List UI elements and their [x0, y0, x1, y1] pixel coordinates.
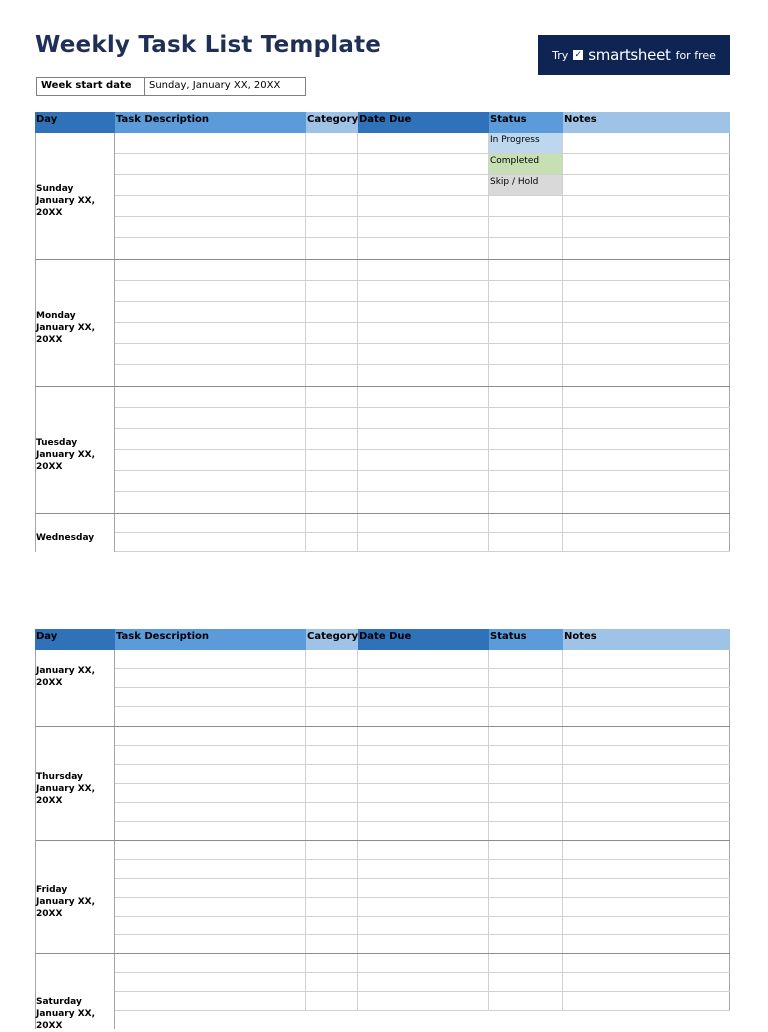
- notes-cell[interactable]: [563, 727, 730, 745]
- table-row: [115, 450, 730, 471]
- table-row: [115, 175, 730, 196]
- task-cell[interactable]: [115, 492, 306, 513]
- table-row: [115, 533, 730, 552]
- task-cell[interactable]: [115, 429, 306, 449]
- date-due-cell[interactable]: [358, 302, 489, 322]
- category-cell[interactable]: [306, 133, 358, 153]
- table-header: [35, 629, 730, 650]
- table-row: [115, 917, 730, 935]
- task-cell[interactable]: [115, 803, 306, 821]
- date-due-cell[interactable]: [358, 898, 489, 916]
- table-row: [115, 765, 730, 784]
- task-cell[interactable]: [115, 898, 306, 916]
- day-cell: [36, 514, 115, 552]
- header-task-description: Task Description: [115, 112, 306, 133]
- table-row: [115, 669, 730, 688]
- status-cell[interactable]: [489, 879, 563, 897]
- notes-cell[interactable]: [563, 803, 730, 821]
- table-row: [115, 992, 730, 1011]
- category-cell[interactable]: [306, 387, 358, 407]
- status-cell[interactable]: [489, 898, 563, 916]
- notes-cell[interactable]: [563, 746, 730, 764]
- task-cell[interactable]: [115, 669, 306, 687]
- header-day: Day: [35, 629, 115, 650]
- week-start-label: Week start date: [37, 78, 145, 95]
- table-row: [115, 408, 730, 429]
- status-cell[interactable]: In Progress: [489, 133, 563, 153]
- date-due-cell[interactable]: [358, 860, 489, 878]
- date-due-cell[interactable]: [358, 954, 489, 972]
- date-due-cell[interactable]: [358, 669, 489, 687]
- status-cell[interactable]: [489, 954, 563, 972]
- notes-cell[interactable]: [563, 954, 730, 972]
- category-cell[interactable]: [306, 196, 358, 216]
- task-cell[interactable]: [115, 973, 306, 991]
- status-cell[interactable]: Completed: [489, 154, 563, 174]
- category-cell[interactable]: [306, 344, 358, 364]
- category-cell[interactable]: [306, 408, 358, 428]
- task-cell[interactable]: [115, 196, 306, 216]
- table-row: [115, 365, 730, 386]
- task-cell[interactable]: [115, 650, 306, 668]
- category-cell[interactable]: [306, 429, 358, 449]
- notes-cell[interactable]: [563, 688, 730, 706]
- task-cell[interactable]: [115, 841, 306, 859]
- status-cell[interactable]: [489, 746, 563, 764]
- notes-cell[interactable]: [563, 992, 730, 1010]
- status-cell[interactable]: [489, 992, 563, 1010]
- day-block-thursday: [35, 727, 730, 841]
- day-name: Thursday: [36, 771, 83, 782]
- task-cell[interactable]: [115, 154, 306, 174]
- header-date-due: Date Due: [358, 629, 489, 650]
- date-due-cell[interactable]: [358, 784, 489, 802]
- day-cell: [36, 133, 115, 259]
- category-cell[interactable]: [306, 323, 358, 343]
- day-name: Wednesday: [36, 533, 95, 543]
- day-cell: [36, 260, 115, 386]
- day-block-friday: [35, 841, 730, 954]
- header-notes: Notes: [563, 112, 730, 133]
- table-row: [115, 803, 730, 822]
- header-day: Day: [35, 112, 115, 133]
- date-due-cell[interactable]: [358, 992, 489, 1010]
- status-cell[interactable]: [489, 533, 563, 551]
- table-row: [115, 344, 730, 365]
- notes-cell[interactable]: [563, 879, 730, 897]
- notes-cell[interactable]: [563, 196, 730, 216]
- status-cell[interactable]: [489, 822, 563, 840]
- table-row: [115, 688, 730, 707]
- task-cell[interactable]: [115, 784, 306, 802]
- status-cell[interactable]: [489, 841, 563, 859]
- status-cell[interactable]: [489, 492, 563, 513]
- task-cell[interactable]: [115, 935, 306, 953]
- date-due-cell[interactable]: [358, 196, 489, 216]
- date-due-cell[interactable]: [358, 492, 489, 513]
- task-cell[interactable]: [115, 879, 306, 897]
- task-cell[interactable]: [115, 727, 306, 745]
- day-cell: [36, 954, 115, 1029]
- status-cell[interactable]: [489, 365, 563, 386]
- category-cell[interactable]: [306, 707, 358, 726]
- status-cell[interactable]: [489, 650, 563, 668]
- day-cell: [36, 727, 115, 840]
- task-table-2: [35, 629, 730, 1029]
- day-block-tuesday: [35, 387, 730, 514]
- table-row: [115, 650, 730, 669]
- notes-cell[interactable]: [563, 175, 730, 195]
- task-cell[interactable]: [115, 238, 306, 259]
- notes-cell[interactable]: [563, 917, 730, 934]
- table-row: [115, 471, 730, 492]
- date-due-cell[interactable]: [358, 727, 489, 745]
- category-cell[interactable]: [306, 973, 358, 991]
- task-cell[interactable]: [115, 217, 306, 237]
- date-due-cell[interactable]: [358, 471, 489, 491]
- table-row: [115, 822, 730, 840]
- date-due-cell[interactable]: [358, 323, 489, 343]
- date-due-cell[interactable]: [358, 533, 489, 551]
- week-start-value[interactable]: Sunday, January XX, 20XX: [149, 80, 281, 91]
- status-cell[interactable]: [489, 917, 563, 934]
- date-due-cell[interactable]: [358, 450, 489, 470]
- status-cell[interactable]: [489, 429, 563, 449]
- day-block-wednesday: [35, 514, 730, 552]
- date-due-cell[interactable]: [358, 154, 489, 174]
- table-row: [115, 784, 730, 803]
- task-cell[interactable]: [115, 514, 306, 532]
- task-cell[interactable]: [115, 917, 306, 934]
- category-cell[interactable]: [306, 217, 358, 237]
- status-cell[interactable]: [489, 471, 563, 491]
- category-cell[interactable]: [306, 688, 358, 706]
- day-name: Saturday: [36, 997, 82, 1007]
- category-cell[interactable]: [306, 954, 358, 972]
- notes-cell[interactable]: [563, 450, 730, 470]
- category-cell[interactable]: [306, 784, 358, 802]
- week-start-box: [36, 77, 306, 96]
- table-row: [115, 935, 730, 953]
- status-cell[interactable]: [489, 707, 563, 726]
- notes-cell[interactable]: [563, 533, 730, 551]
- smartsheet-banner-link[interactable]: [538, 35, 730, 75]
- notes-cell[interactable]: [563, 238, 730, 259]
- task-cell[interactable]: [115, 746, 306, 764]
- date-due-cell[interactable]: [358, 344, 489, 364]
- day-date: January XX, 20XX: [36, 897, 96, 919]
- task-cell[interactable]: [115, 344, 306, 364]
- task-cell[interactable]: [115, 302, 306, 322]
- category-cell[interactable]: [306, 281, 358, 301]
- day-date: January XX, 20XX: [36, 196, 96, 218]
- table-row: [115, 514, 730, 533]
- table-row: [115, 727, 730, 746]
- table-row: [115, 841, 730, 860]
- status-cell[interactable]: [489, 344, 563, 364]
- category-cell[interactable]: [306, 765, 358, 783]
- category-cell[interactable]: [306, 879, 358, 897]
- table-row: [115, 260, 730, 281]
- table-row: [115, 387, 730, 408]
- banner-free-text: for free: [675, 48, 716, 62]
- task-cell[interactable]: [115, 688, 306, 706]
- date-due-cell[interactable]: [358, 260, 489, 280]
- notes-cell[interactable]: [563, 765, 730, 783]
- status-cell[interactable]: [489, 784, 563, 802]
- status-cell[interactable]: [489, 260, 563, 280]
- table-row: [115, 302, 730, 323]
- banner-brand-text: smartsheet: [588, 46, 671, 64]
- banner-try-text: Try: [552, 48, 569, 62]
- status-cell[interactable]: [489, 727, 563, 745]
- notes-cell[interactable]: [563, 514, 730, 532]
- day-date: January XX, 20XX: [36, 1009, 96, 1031]
- date-due-cell[interactable]: [358, 429, 489, 449]
- header-status: Status: [489, 112, 563, 133]
- date-due-cell[interactable]: [358, 803, 489, 821]
- table-row: [115, 281, 730, 302]
- status-cell[interactable]: [489, 514, 563, 532]
- task-cell[interactable]: [115, 175, 306, 195]
- date-due-cell[interactable]: [358, 365, 489, 386]
- notes-cell[interactable]: [563, 707, 730, 726]
- day-name: Sunday: [36, 184, 74, 194]
- task-cell[interactable]: [115, 707, 306, 726]
- notes-cell[interactable]: [563, 471, 730, 491]
- notes-cell[interactable]: [563, 217, 730, 237]
- notes-cell[interactable]: [563, 898, 730, 916]
- status-cell[interactable]: [489, 803, 563, 821]
- task-cell[interactable]: [115, 471, 306, 491]
- notes-cell[interactable]: [563, 154, 730, 174]
- notes-cell[interactable]: [563, 133, 730, 153]
- status-cell[interactable]: [489, 688, 563, 706]
- table-row: [115, 898, 730, 917]
- notes-cell[interactable]: [563, 669, 730, 687]
- day-block-sunday: [35, 133, 730, 260]
- notes-cell[interactable]: [563, 302, 730, 322]
- task-cell[interactable]: [115, 260, 306, 280]
- notes-cell[interactable]: [563, 429, 730, 449]
- category-cell[interactable]: [306, 471, 358, 491]
- category-cell[interactable]: [306, 746, 358, 764]
- status-cell[interactable]: [489, 450, 563, 470]
- notes-cell[interactable]: [563, 841, 730, 859]
- table-row: [115, 879, 730, 898]
- date-due-cell[interactable]: [358, 387, 489, 407]
- category-cell[interactable]: [306, 803, 358, 821]
- date-due-cell[interactable]: [358, 688, 489, 706]
- status-cell[interactable]: [489, 323, 563, 343]
- date-due-cell[interactable]: [358, 175, 489, 195]
- status-cell[interactable]: [489, 196, 563, 216]
- notes-cell[interactable]: [563, 650, 730, 668]
- category-cell[interactable]: [306, 260, 358, 280]
- notes-cell[interactable]: [563, 492, 730, 513]
- table-row: [115, 238, 730, 259]
- checkbox-icon: ✓: [574, 50, 583, 60]
- header-task-description: Task Description: [115, 629, 306, 650]
- task-cell[interactable]: [115, 133, 306, 153]
- day-block-saturday: [35, 954, 730, 1029]
- status-cell[interactable]: [489, 973, 563, 991]
- task-cell[interactable]: [115, 387, 306, 407]
- table-row: [115, 973, 730, 992]
- category-cell[interactable]: [306, 492, 358, 513]
- notes-cell[interactable]: [563, 344, 730, 364]
- status-cell[interactable]: [489, 238, 563, 259]
- header-category: Category: [306, 112, 358, 133]
- table-row: [115, 154, 730, 175]
- table-row: [115, 746, 730, 765]
- category-cell[interactable]: [306, 898, 358, 916]
- notes-cell[interactable]: [563, 281, 730, 301]
- table-row: [115, 429, 730, 450]
- category-cell[interactable]: [306, 935, 358, 953]
- date-due-cell[interactable]: [358, 707, 489, 726]
- category-cell[interactable]: [306, 154, 358, 174]
- date-due-cell[interactable]: [358, 879, 489, 897]
- date-due-cell[interactable]: [358, 822, 489, 840]
- table-row: [115, 707, 730, 726]
- task-cell[interactable]: [115, 765, 306, 783]
- notes-cell[interactable]: [563, 260, 730, 280]
- day-name: Monday: [36, 311, 76, 321]
- date-due-cell[interactable]: [358, 650, 489, 668]
- status-cell[interactable]: Skip / Hold: [489, 175, 563, 195]
- day-date: January XX, 20XX: [36, 666, 96, 688]
- task-cell[interactable]: [115, 533, 306, 551]
- category-cell[interactable]: [306, 992, 358, 1010]
- day-block-wednesday-continued: [35, 650, 730, 727]
- category-cell[interactable]: [306, 514, 358, 532]
- status-cell[interactable]: [489, 935, 563, 953]
- category-cell[interactable]: [306, 175, 358, 195]
- task-cell[interactable]: [115, 992, 306, 1010]
- table-row: [115, 492, 730, 513]
- date-due-cell[interactable]: [358, 238, 489, 259]
- date-due-cell[interactable]: [358, 917, 489, 934]
- date-due-cell[interactable]: [358, 217, 489, 237]
- notes-cell[interactable]: [563, 784, 730, 802]
- date-due-cell[interactable]: [358, 133, 489, 153]
- category-cell[interactable]: [306, 650, 358, 668]
- status-cell[interactable]: [489, 217, 563, 237]
- status-cell[interactable]: [489, 765, 563, 783]
- notes-cell[interactable]: [563, 935, 730, 953]
- day-cell: [36, 387, 115, 513]
- day-block-monday: [35, 260, 730, 387]
- status-cell[interactable]: [489, 387, 563, 407]
- category-cell[interactable]: [306, 727, 358, 745]
- task-cell[interactable]: [115, 450, 306, 470]
- notes-cell[interactable]: [563, 365, 730, 386]
- status-cell[interactable]: [489, 860, 563, 878]
- status-cell[interactable]: [489, 281, 563, 301]
- table-header: [35, 112, 730, 133]
- day-date: January XX, 20XX: [36, 450, 96, 472]
- header-date-due: Date Due: [358, 112, 489, 133]
- date-due-cell[interactable]: [358, 841, 489, 859]
- page-title: Weekly Task List Template: [35, 32, 382, 58]
- table-row: [115, 323, 730, 344]
- date-due-cell[interactable]: [358, 935, 489, 953]
- date-due-cell[interactable]: [358, 746, 489, 764]
- task-cell[interactable]: [115, 954, 306, 972]
- task-cell[interactable]: [115, 408, 306, 428]
- status-cell[interactable]: [489, 669, 563, 687]
- header-category: Category: [306, 629, 358, 650]
- category-cell[interactable]: [306, 533, 358, 551]
- date-due-cell[interactable]: [358, 281, 489, 301]
- category-cell[interactable]: [306, 365, 358, 386]
- table-row: [115, 133, 730, 154]
- notes-cell[interactable]: [563, 973, 730, 991]
- table-row: [115, 954, 730, 973]
- day-name: Friday: [36, 885, 68, 895]
- category-cell[interactable]: [306, 450, 358, 470]
- category-cell[interactable]: [306, 860, 358, 878]
- notes-cell[interactable]: [563, 387, 730, 407]
- task-table-1: [35, 112, 730, 552]
- category-cell[interactable]: [306, 669, 358, 687]
- category-cell[interactable]: [306, 841, 358, 859]
- task-cell[interactable]: [115, 822, 306, 840]
- day-date: January XX, 20XX: [36, 783, 96, 806]
- date-due-cell[interactable]: [358, 514, 489, 532]
- category-cell[interactable]: [306, 822, 358, 840]
- day-name: Tuesday: [36, 438, 78, 448]
- day-date: January XX, 20XX: [36, 323, 96, 345]
- notes-cell[interactable]: [563, 408, 730, 428]
- header-status: Status: [489, 629, 563, 650]
- notes-cell[interactable]: [563, 822, 730, 840]
- table-row: [115, 860, 730, 879]
- task-cell[interactable]: [115, 323, 306, 343]
- category-cell[interactable]: [306, 238, 358, 259]
- category-cell[interactable]: [306, 917, 358, 934]
- task-cell[interactable]: [115, 860, 306, 878]
- date-due-cell[interactable]: [358, 973, 489, 991]
- date-due-cell[interactable]: [358, 765, 489, 783]
- notes-cell[interactable]: [563, 860, 730, 878]
- task-cell[interactable]: [115, 281, 306, 301]
- day-cell: [36, 650, 115, 726]
- notes-cell[interactable]: [563, 323, 730, 343]
- date-due-cell[interactable]: [358, 408, 489, 428]
- status-cell[interactable]: [489, 302, 563, 322]
- category-cell[interactable]: [306, 302, 358, 322]
- day-cell: [36, 841, 115, 953]
- task-cell[interactable]: [115, 365, 306, 386]
- table-row: [115, 196, 730, 217]
- header-notes: Notes: [563, 629, 730, 650]
- status-cell[interactable]: [489, 408, 563, 428]
- table-row: [115, 217, 730, 238]
